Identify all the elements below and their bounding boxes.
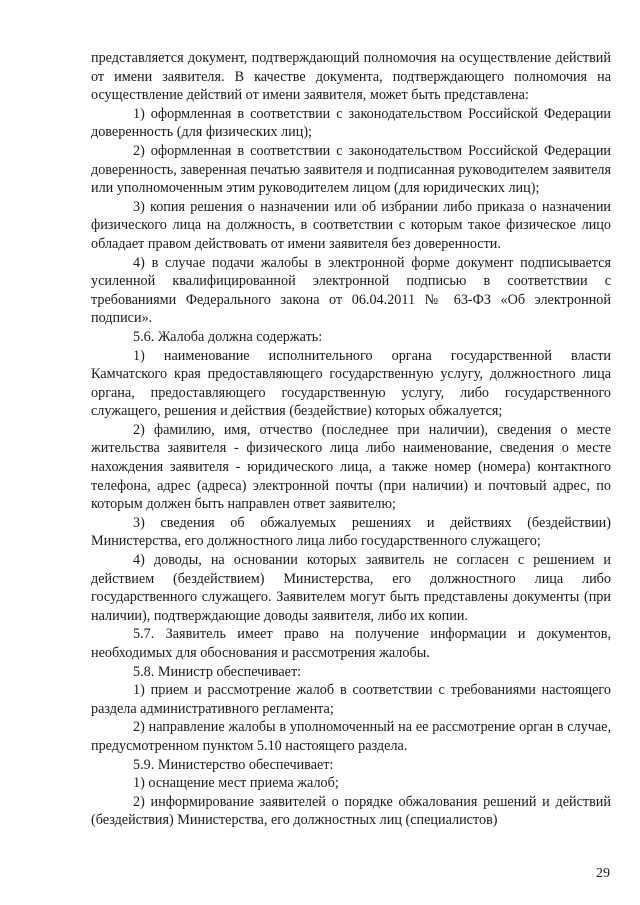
paragraph: 2) направление жалобы в уполномоченный на ее рассмотрение орган в случае, предусмотренном пунктом 5.10 настоящего раздела. — [91, 719, 611, 754]
section-heading: 5.9. Министерство обеспечивает: — [133, 756, 334, 773]
page-number: 29 — [596, 866, 610, 881]
paragraph: представляется документ, подтверждающий полномочия на осуществление действий от имени заявителя. В качестве документа, подтверждающего полномочия на осуществление действий от имени заявителя, может быть представлена: — [91, 50, 611, 104]
document-body — [91, 49, 611, 830]
paragraph: 4) в случае подачи жалобы в электронной форме документ подписывается усиленной квалифицированной электронной подписью в соответствии с требованиями Федерального закона от 06.04.2011 № 63-ФЗ «Об электронной подписи». — [91, 254, 611, 327]
section-heading: 5.8. Министр обеспечивает: — [133, 663, 302, 680]
paragraph: 2) оформленная в соответствии с законодательством Российской Федерации доверенность, заверенная печатью заявителя и подписанная руководителем заявителя или уполномоченным этим руководителем лицом (для юридических лиц); — [91, 142, 611, 197]
paragraph: 3) копия решения о назначении или об избрании либо приказа о назначении физического лица на должность, в соответствии с которым такое физическое лицо обладает правом действовать от имени заявителя без доверенности. — [91, 198, 611, 252]
section-heading: 5.6. Жалоба должна содержать: — [133, 328, 323, 345]
paragraph: 1) оснащение мест приема жалоб; — [133, 775, 339, 792]
paragraph: 2) фамилию, имя, отчество (последнее при наличии), сведения о месте жительства заявителя - физического лица либо наименование, сведения о месте нахождения заявителя - юридического лица, а также номер (номера) контактного телефона, адрес (адреса) электронной почты (при наличии) и почтовый адрес, по которым должен быть направлен ответ заявителю; — [91, 421, 611, 513]
paragraph: 5.7. Заявитель имеет право на получение информации и документов, необходимых для обоснования и рассмотрения жалобы. — [91, 626, 611, 661]
paragraph: 1) наименование исполнительного органа государственной власти Камчатского края предоставляющего государственную услугу, должностного лица органа, предоставляющего государственную услугу, либо государственного служащего, решения и действия (бездействие) которых обжалуется; — [91, 347, 611, 420]
paragraph: 3) сведения об обжалуемых решениях и действиях (бездействии) Министерства, его должностного лица либо государственного служащего; — [91, 514, 611, 550]
paragraph: 1) оформленная в соответствии с законодательством Российской Федерации доверенность (для физических лиц); — [91, 105, 611, 141]
paragraph: 1) прием и рассмотрение жалоб в соответствии с требованиями настоящего раздела административного регламента; — [91, 682, 611, 717]
paragraph: 4) доводы, на основании которых заявитель не согласен с решением и действием (бездействием) Министерства, его должностного лица либо государственного служащего. Заявителем могут быть представлены документы (при наличии), подтверждающие доводы заявителя, либо их копии. — [91, 552, 611, 624]
paragraph: 2) информирование заявителей о порядке обжалования решений и действий (бездействия) Министерства, его должностных лиц (специалистов) — [91, 793, 611, 829]
